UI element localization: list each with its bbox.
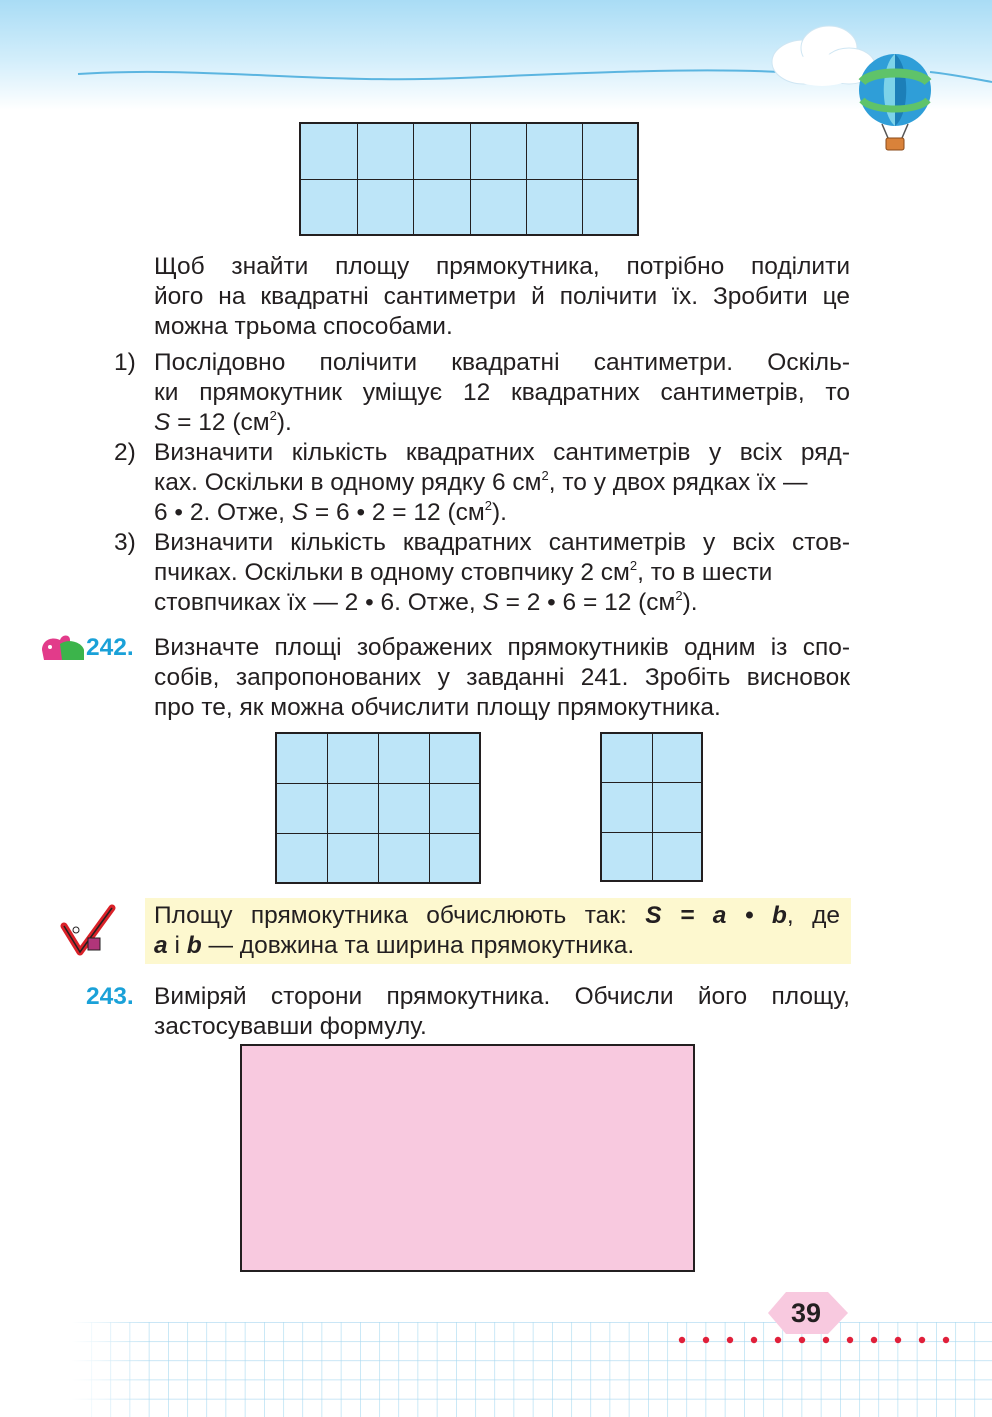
method-text: ). — [276, 409, 292, 436]
rule-line — [154, 931, 840, 961]
formula-a: a — [712, 902, 727, 929]
variable-b: b — [186, 932, 202, 959]
method-text: , то у двох рядках їх — — [548, 469, 808, 496]
superscript: 2 — [675, 588, 683, 603]
method-line — [154, 558, 850, 588]
intro-line: можна трьома способами. — [154, 313, 453, 340]
method-line — [154, 498, 850, 528]
grid-rectangle-4x3 — [275, 732, 481, 884]
method-line: Визначити кількість квадратних сантиметрів у всіх ряд- — [154, 439, 850, 466]
area-symbol: S — [482, 589, 499, 616]
superscript: 2 — [629, 558, 638, 573]
task-line: собів, запропонованих у завданні 241. Зробіть висновок — [154, 664, 850, 691]
task-line: застосувавши формулу. — [154, 1013, 427, 1040]
rule-text — [154, 901, 840, 961]
formula-eq: = — [661, 902, 713, 929]
method-number: 3) — [114, 529, 136, 556]
method-line: ки прямокутник уміщує 12 квадратних сантиметрів, то — [154, 379, 850, 406]
method-line — [154, 408, 850, 438]
method-line — [154, 468, 850, 498]
rule-text-part: Площу прямокутника обчислюють так: — [154, 902, 646, 929]
method-text: = 6 • 2 = 12 (см — [308, 499, 485, 526]
method-text: = 12 (см — [170, 409, 270, 436]
formula-dot: • — [726, 902, 772, 929]
grid-rectangle-2x3 — [600, 732, 703, 882]
task-number-242: 242. — [86, 634, 134, 661]
grid-rectangle-6x2 — [299, 122, 639, 236]
method-number: 2) — [114, 439, 136, 466]
dotted-line — [676, 1334, 976, 1346]
method-text: 6 • 2. Отже, — [154, 499, 292, 526]
method-text: ках. Оскільки в одному рядку 6 см — [154, 469, 542, 496]
task-243-text — [154, 982, 850, 1042]
method-text: ). — [682, 589, 698, 616]
intro-line: його на квадратні сантиметри й полічити їх. Зробити це — [154, 283, 850, 310]
intro-line: Щоб знайти площу прямокутника, потрібно поділити — [154, 253, 850, 280]
method-text: = 2 • 6 = 12 (см — [498, 589, 676, 616]
task-number-243: 243. — [86, 983, 134, 1010]
task-line: про те, як можна обчислити площу прямокутника. — [154, 694, 721, 721]
rule-text-part: і — [167, 932, 187, 959]
method-2 — [154, 438, 850, 528]
method-line: Послідовно полічити квадратні сантиметри. Оскіль- — [154, 349, 850, 376]
method-text: стовпчиках їх — 2 • 6. Отже, — [154, 589, 483, 616]
area-symbol: S — [154, 409, 171, 436]
hot-air-balloon-icon — [852, 52, 938, 156]
method-1 — [154, 348, 850, 438]
checkmark-character-icon — [58, 904, 118, 958]
pink-rectangle — [240, 1044, 695, 1272]
superscript: 2 — [541, 468, 549, 483]
puzzle-icon — [38, 632, 88, 666]
method-3 — [154, 528, 850, 618]
rule-text-part: , де — [786, 902, 840, 929]
intro-paragraph — [154, 252, 850, 342]
rule-line — [154, 901, 840, 931]
superscript: 2 — [484, 498, 492, 513]
task-242-text — [154, 633, 850, 723]
method-line: Визначити кількість квадратних сантиметрів у всіх стов- — [154, 529, 850, 556]
formula-s: S — [645, 902, 662, 929]
method-text: ). — [491, 499, 507, 526]
page-number: 39 — [790, 1298, 822, 1328]
method-text: , то в шести — [637, 559, 773, 586]
task-line: Виміряй сторони прямокутника. Обчисли його площу, — [154, 983, 850, 1010]
task-line: Визначте площі зображених прямокутників одним із спо- — [154, 634, 850, 661]
formula-b: b — [771, 902, 787, 929]
method-number: 1) — [114, 349, 136, 376]
method-line — [154, 588, 850, 618]
method-text: пчиках. Оскільки в одному стовпчику 2 см — [154, 559, 630, 586]
superscript: 2 — [269, 408, 277, 423]
area-symbol: S — [291, 499, 309, 526]
rule-text-part: — довжина та ширина прямокутника. — [201, 932, 635, 959]
variable-a: a — [154, 932, 168, 959]
